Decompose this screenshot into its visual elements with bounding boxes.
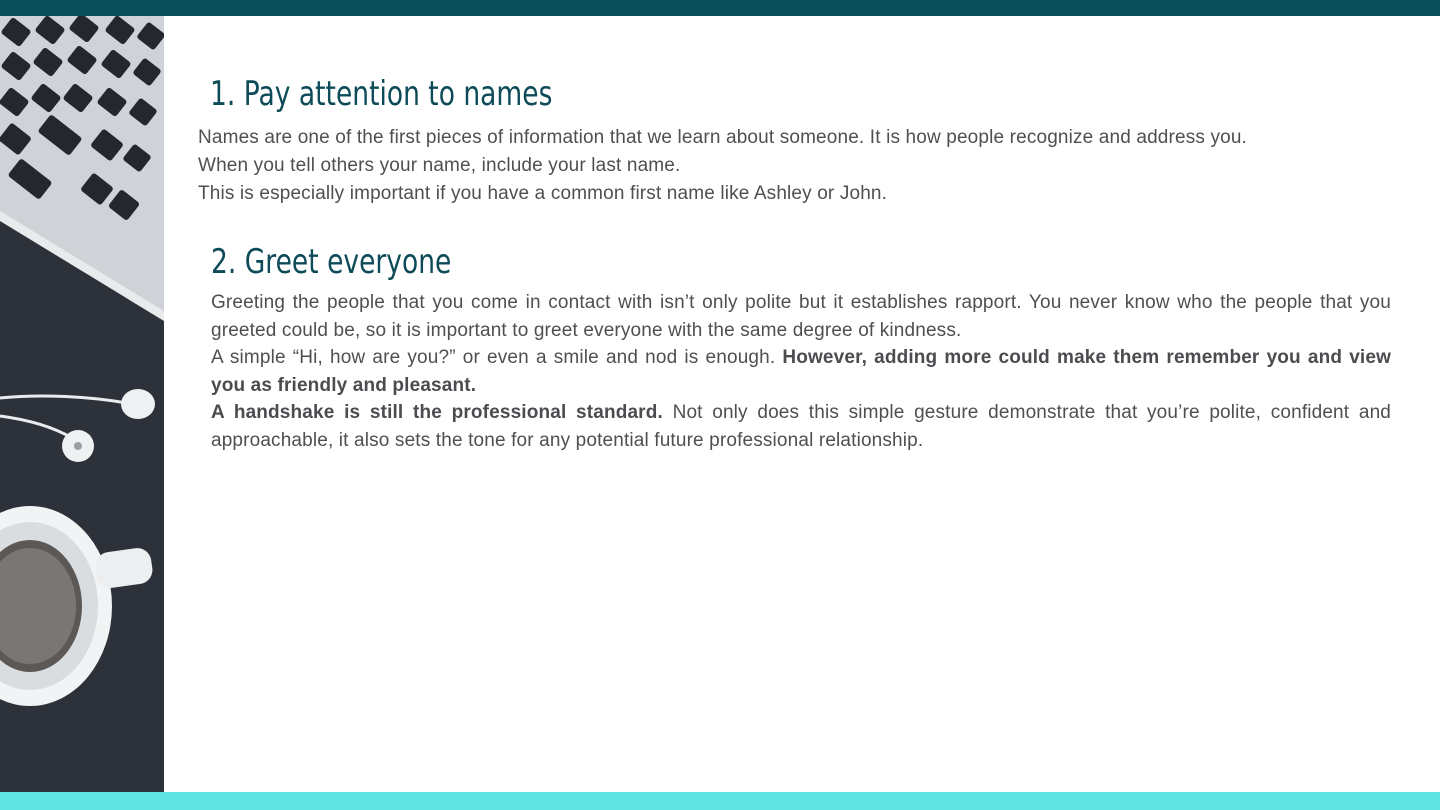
bottom-accent-bar: [0, 792, 1440, 810]
greet-paragraph-1: Greeting the people that you come in contact with isn’t only polite but it establishes rapport. You never know who the people that you greeted could be, so it is important to greet everyone with the same degree of kindness.: [211, 292, 1391, 341]
desk-photo: [0, 16, 164, 792]
names-line-1: Names are one of the first pieces of information that we learn about someone. It is how people recognize and address you.: [198, 127, 1247, 148]
names-line-2: When you tell others your name, include your last name.: [198, 155, 681, 176]
greet-p2-bold: However, adding more could make them remember you and view you as friendly and pleasant.: [211, 347, 1392, 396]
greet-body: [211, 289, 1391, 454]
greet-p3-bold: A handshake is still the professional standard.: [211, 402, 663, 423]
greet-p3-plain: Not only does this simple gesture demonstrate that you’re polite, confident and approachable, it also sets the tone for any potential future professional relationship.: [211, 402, 1391, 451]
heading-pay-attention-to-names: 1. Pay attention to names: [210, 74, 553, 114]
greet-paragraph-3: [211, 399, 1391, 454]
heading-greet-everyone: 2. Greet everyone: [211, 242, 452, 282]
greet-paragraph-2: [211, 344, 1391, 399]
top-accent-bar: [0, 0, 1440, 16]
greet-p2-plain: A simple “Hi, how are you?” or even a smile and nod is enough.: [211, 347, 783, 368]
names-line-3: This is especially important if you have a common first name like Ashley or John.: [198, 183, 888, 204]
names-body: [198, 124, 1398, 208]
